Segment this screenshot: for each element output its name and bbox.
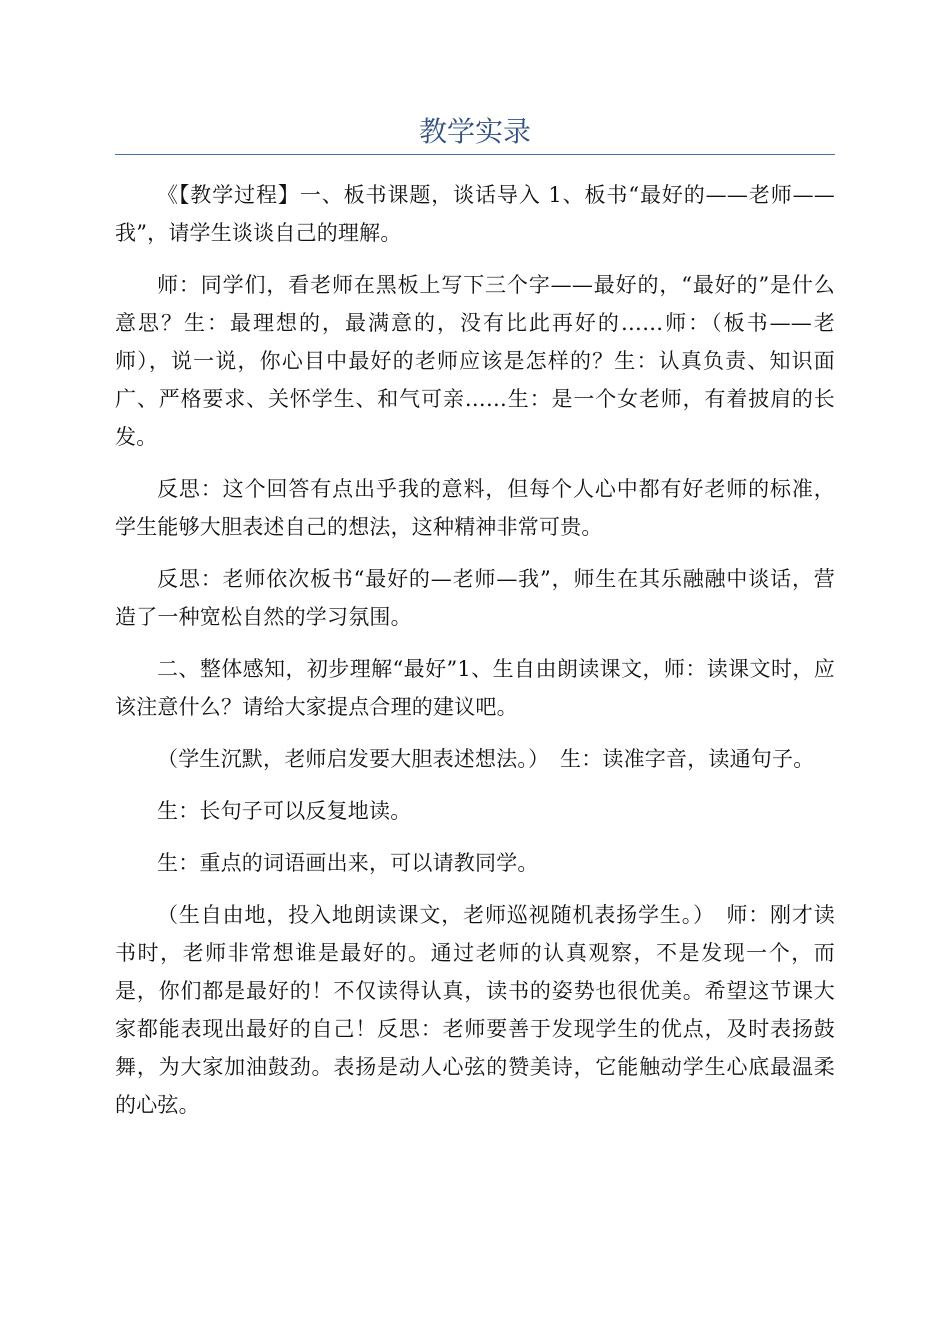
paragraph-3: 反思：这个回答有点出乎我的意料，但每个人心中都有好老师的标准，学生能够大胆表述自己的想法，这种精神非常可贵。 — [115, 477, 835, 539]
paragraph-5: 二、整体感知，初步理解“最好”1、生自由朗读课文，师：读课文时，应该注意什么？请给大家提点合理的建议吧。 — [115, 657, 835, 719]
paragraph-2: 师：同学们，看老师在黑板上写下三个字——最好的，“最好的”是什么意思？生：最理想的，最满意的，没有比此再好的……师：（板书——老师），说一说，你心目中最好的老师应该是怎样的？生：认真负责、知识面广、严格要求、关怀学生、和气可亲……生：是一个女老师，有着披肩的长发。 — [115, 273, 835, 449]
paragraph-8: 生：重点的词语画出来，可以请教同学。 — [157, 851, 539, 875]
page-title: 教学实录 — [418, 115, 531, 148]
paragraph-7: 生：长句子可以反复地读。 — [157, 799, 412, 823]
paragraph-9: （生自由地，投入地朗读课文，老师巡视随机表扬学生。） 师：刚才读书时，老师非常想谁是最好的。通过老师的认真观察，不是发现一个，而是，你们都是最好的！不仅读得认真，读书的姿势也很优美。希望这节课大家都能表现出最好的自己！反思：老师要善于发现学生的优点，及时表扬鼓舞，为大家加油鼓劲。表扬是动人心弦的赞美诗，它能触动学生心底最温柔的心弦。 — [115, 903, 835, 1117]
paragraph-6: （学生沉默，老师启发要大胆表述想法。） 生：读准字音，读通句子。 — [157, 747, 815, 771]
document-body — [115, 176, 835, 1138]
paragraph-1: 《【教学过程】一、板书课题，谈话导入 1、板书“最好的——老师——我”，请学生谈谈自己的理解。 — [115, 183, 835, 245]
title-underline — [115, 154, 835, 155]
paragraph-4: 反思：老师依次板书“最好的—老师—我”，师生在其乐融融中谈话，营造了一种宽松自然的学习氛围。 — [115, 567, 835, 629]
